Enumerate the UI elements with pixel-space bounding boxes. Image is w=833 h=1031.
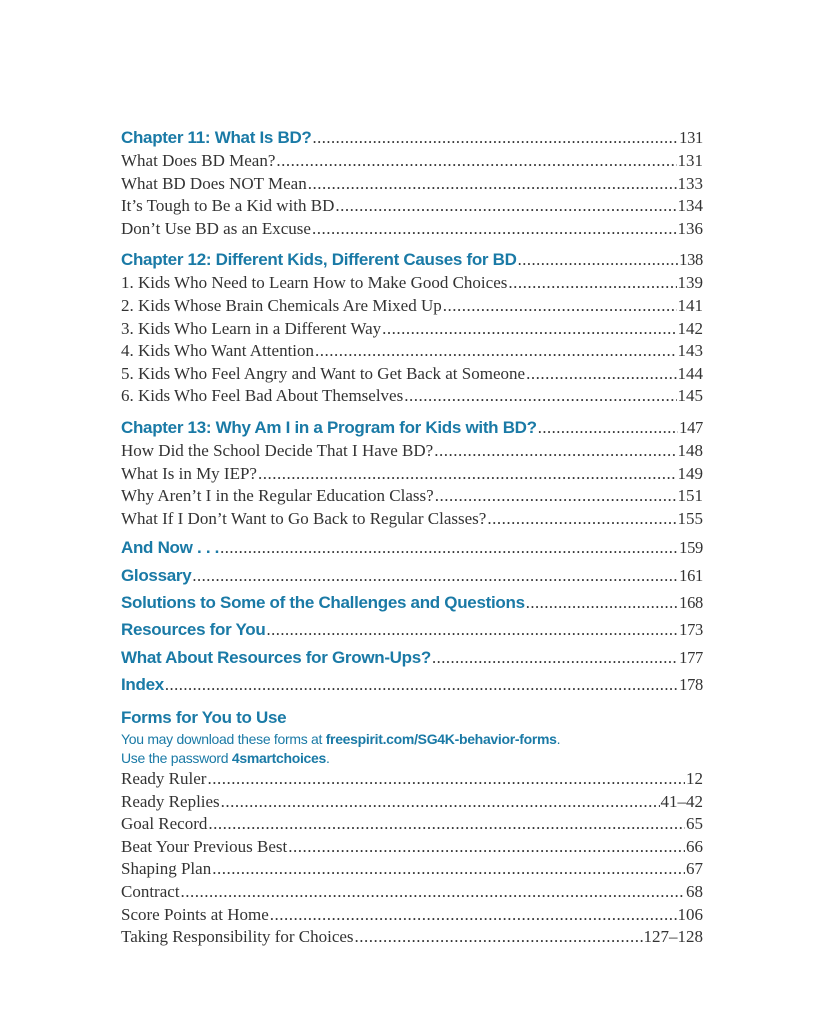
forms-download-note [121,730,703,749]
toc-entry[interactable] [121,195,703,218]
dot-leader [266,616,678,643]
entry-label: What Does BD Mean? [121,151,276,170]
form-entry[interactable] [121,926,703,949]
dot-leader [526,589,678,616]
toc-entry[interactable] [121,508,703,531]
dot-leader [165,671,678,698]
toc-section-solutions[interactable] [121,589,703,616]
toc-chapter-13[interactable] [121,416,703,440]
note-text: You may download these forms at [121,731,326,748]
toc-entry[interactable] [121,272,703,295]
dot-leader [288,836,685,859]
toc-section-resources[interactable] [121,616,703,643]
toc-section-grown-ups[interactable] [121,644,703,671]
entry-label: What Is in My IEP? [121,463,257,483]
dot-leader [212,858,685,881]
toc-entry[interactable] [121,385,703,408]
page-number: 139 [677,273,703,293]
entry-label: 6. Kids Who Feel Bad About Themselves [121,386,404,406]
chapter-title: Chapter 12: Different Kids, Different Causes for BD [121,250,517,270]
page-number: 155 [677,508,703,528]
entry-label: Why Aren’t I in the Regular Education Class? [121,486,434,506]
dot-leader [221,791,660,814]
toc-entry[interactable] [121,150,703,173]
dot-leader [220,534,678,561]
spacer [121,408,703,416]
page-number: 133 [677,173,703,193]
form-entry[interactable] [121,791,703,814]
page-number: 65 [686,814,703,834]
form-entry[interactable] [121,904,703,927]
page-number: 149 [677,463,703,483]
page-number: 168 [679,592,703,612]
entry-label: Taking Responsibility for Choices [121,927,354,947]
page-number: 106 [677,904,703,924]
page-number: 143 [677,341,703,361]
page-number: 67 [686,859,703,879]
entry-label: Ready Ruler [121,769,207,789]
form-entry[interactable] [121,881,703,904]
forms-heading: Forms for You to Use [121,708,287,728]
toc-chapter-12[interactable] [121,248,703,272]
toc-section-glossary[interactable] [121,562,703,589]
page-number: 66 [686,836,703,856]
toc-entry[interactable] [121,318,703,341]
entry-label: 5. Kids Who Feel Angry and Want to Get Back at Someone [121,363,526,383]
toc-entry[interactable] [121,340,703,363]
toc-chapter-11[interactable] [121,126,703,150]
page-number: 127–128 [643,927,703,947]
toc-section-and-now[interactable] [121,534,703,561]
entry-label: Ready Replies [121,791,220,811]
dot-leader [435,485,677,508]
page-number: 144 [677,363,703,383]
note-text: . [326,750,330,767]
entry-label: What BD Does NOT Mean [121,173,307,193]
toc-section-index[interactable] [121,671,703,698]
page-number: 151 [677,486,703,506]
form-entry[interactable] [121,768,703,791]
section-title: Index [121,674,164,694]
chapter-title: Chapter 13: Why Am I in a Program for Kids with BD? [121,417,537,437]
entry-label: 2. Kids Whose Brain Chemicals Are Mixed Up [121,295,442,315]
entry-label: Shaping Plan [121,859,212,879]
dot-leader [312,218,677,241]
download-url-link[interactable]: freespirit.com/SG4K-behavior-forms [325,731,557,748]
page-number: 131 [679,128,703,147]
form-entry[interactable] [121,813,703,836]
page-number: 68 [686,882,703,902]
chapter-title: Chapter 11: What Is BD? [121,128,312,147]
dot-leader [181,881,685,904]
entry-label: It’s Tough to Be a Kid with BD [121,196,335,216]
dot-leader [315,340,676,363]
toc-entry[interactable] [121,173,703,196]
page-number: 131 [677,151,703,170]
forms-password-note [121,749,703,768]
form-entry[interactable] [121,836,703,859]
dot-leader [335,195,676,218]
dot-leader [538,416,678,440]
entry-label: How Did the School Decide That I Have BD? [121,440,434,460]
toc-entry[interactable] [121,218,703,241]
section-title: And Now . . . [121,538,220,558]
dot-leader [508,272,676,295]
dot-leader [487,508,676,531]
dot-leader [208,813,685,836]
entry-label: 3. Kids Who Learn in a Different Way [121,318,382,338]
dot-leader [432,644,678,671]
page-number: 12 [686,769,703,789]
toc-entry[interactable] [121,295,703,318]
page-number: 159 [679,538,703,558]
dot-leader [382,318,676,341]
entry-label: Goal Record [121,814,208,834]
dot-leader [270,904,677,927]
section-title: Glossary [121,565,192,585]
note-text: . [556,731,561,748]
page-number: 136 [677,218,703,238]
note-text: Use the password [121,750,232,767]
dot-leader [207,768,685,791]
dot-leader [434,440,676,463]
dot-leader [258,463,677,486]
form-entry[interactable] [121,858,703,881]
page-number: 148 [677,440,703,460]
entry-label: Score Points at Home [121,904,269,924]
page-number: 161 [679,565,703,585]
toc-entry[interactable] [121,463,703,486]
page-number: 173 [679,620,703,640]
dot-leader [443,295,677,318]
page-number: 134 [677,196,703,216]
entry-label: Contract [121,882,180,902]
dot-leader [308,173,677,196]
section-title: Solutions to Some of the Challenges and Questions [121,592,525,612]
dot-leader [192,562,678,589]
entry-label: 4. Kids Who Want Attention [121,341,315,361]
dot-leader [355,926,643,949]
password-text: 4smartchoices [231,750,327,767]
toc-entry[interactable] [121,485,703,508]
entry-label: Beat Your Previous Best [121,836,288,856]
page-number: 178 [679,674,703,694]
entry-label: What If I Don’t Want to Go Back to Regular Classes? [121,508,487,528]
dot-leader [526,363,676,386]
section-title: Resources for You [121,620,266,640]
page-number: 141 [677,295,703,315]
page-number: 177 [679,647,703,667]
toc-entry[interactable] [121,440,703,463]
toc-entry[interactable] [121,363,703,386]
section-title: What About Resources for Grown-Ups? [121,647,431,667]
page-number: 147 [679,417,703,437]
dot-leader [276,150,676,173]
entry-label: Don’t Use BD as an Excuse [121,218,311,238]
page-number: 142 [677,318,703,338]
spacer [121,240,703,248]
page-number: 41–42 [660,791,703,811]
page-number: 145 [677,386,703,406]
entry-label: 1. Kids Who Need to Learn How to Make Good Choices [121,273,508,293]
dot-leader [404,385,676,408]
dot-leader [313,126,679,150]
page-number: 138 [679,250,703,270]
table-of-contents [121,126,703,949]
dot-leader [518,248,679,272]
